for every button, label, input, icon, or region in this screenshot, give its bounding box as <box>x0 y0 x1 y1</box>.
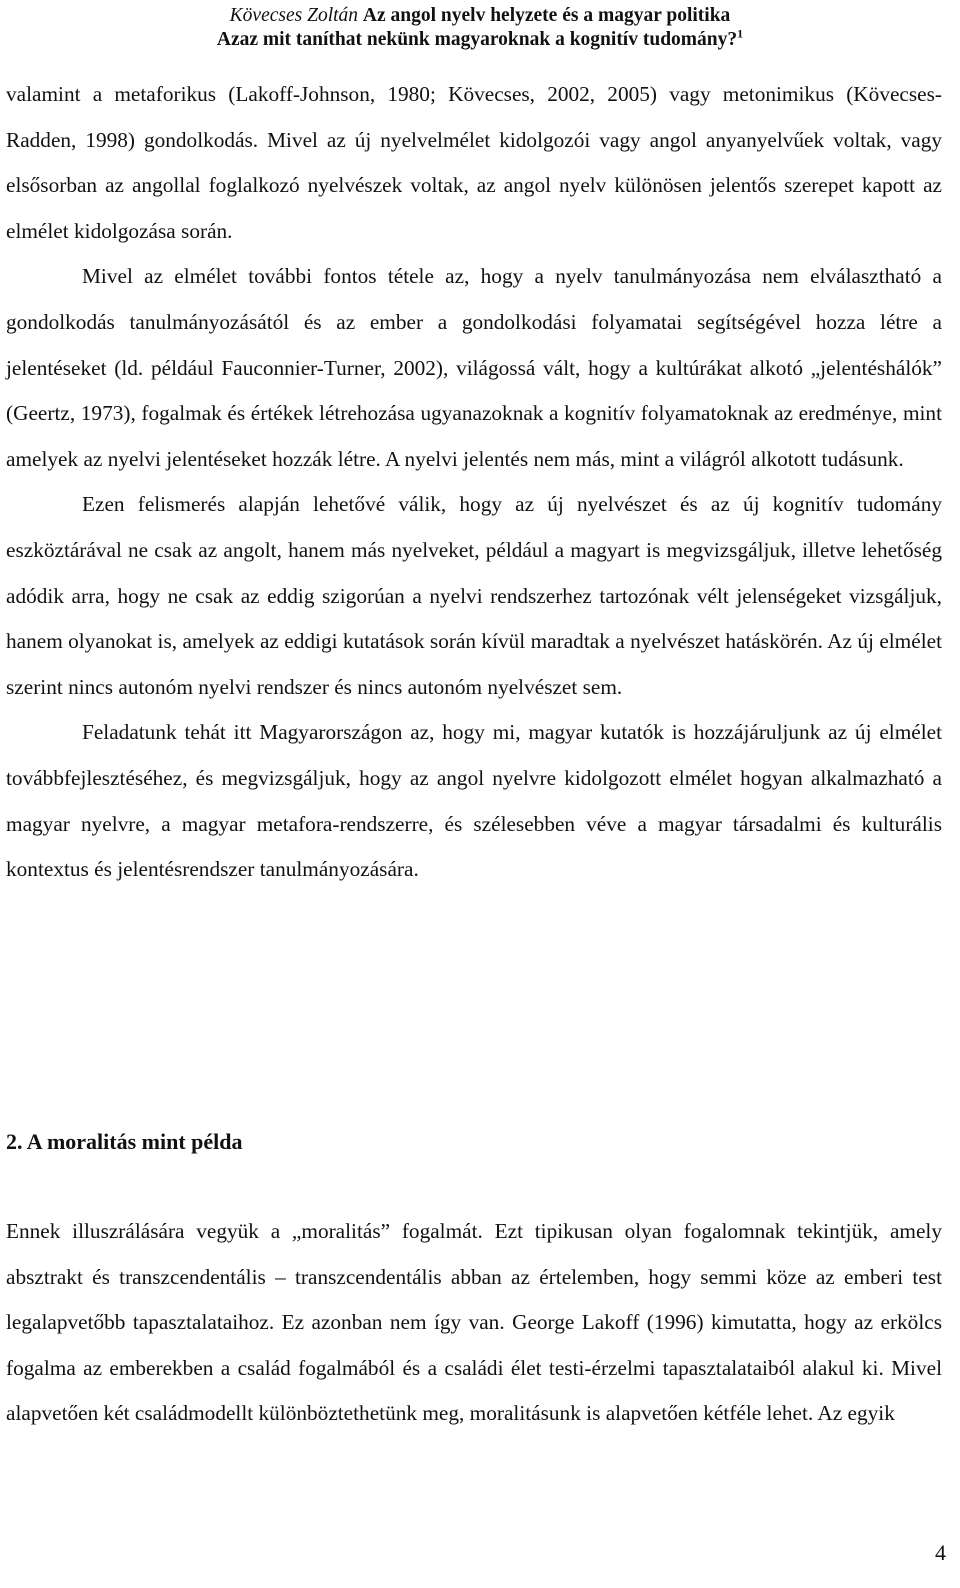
header-line-1 <box>0 4 960 28</box>
paragraph: Ennek illuszrálására vegyük a „moralitás” fogalmát. Ezt tipikusan olyan fogalomnak tekintjük, amely absztrakt és transzcendentális – transzcendentális abban az értelemben, hogy semmi köze az emberi test legalapvetőbb tapasztalataihoz. Ez azonban nem így van. George Lakoff (1996) kimutatta, hogy az erkölcs fogalma az emberekben a család fogalmából és a családi élet testi-érzelmi tapasztalataiból alakul ki. Mivel alapvetően két családmodellt különböztethetünk meg, moralitásunk is alapvetően kétféle lehet. Az egyik <box>6 1219 942 1426</box>
page-number: 4 <box>935 1540 946 1565</box>
paragraph: valamint a metaforikus (Lakoff-Johnson, 1980; Kövecses, 2002, 2005) vagy metonimikus (Kövecses-Radden, 1998) gondolkodás. Mivel az új nyelvelmélet kidolgozói vagy angol anyanyelvűek voltak, vagy elsősorban az angollal foglalkozó nyelvészek voltak, az angol nyelv különösen jelentős szerepet kapott az elmélet kidolgozása során. <box>6 82 942 243</box>
paragraph: Mivel az elmélet további fontos tétele az, hogy a nyelv tanulmányozása nem elválasztható a gondolkodás tanulmányozásától és az ember a gondolkodási folyamatai segítségével hozza létre a jelentéseket (ld. például Fauconnier-Turner, 2002), világossá vált, hogy a kultúrákat alkotó „jelentéshálók” (Geertz, 1973), fogalmak és értékek létrehozása ugyanazoknak a kognitív folyamatoknak az eredménye, mint amelyek az nyelvi jelentéseket hozzák létre. A nyelvi jelentés nem más, mint a világról alkotott tudásunk. <box>6 264 942 471</box>
body-text <box>6 72 942 893</box>
paragraph: Ezen felismerés alapján lehetővé válik, hogy az új nyelvészet és az új kognitív tudomány eszköztárával ne csak az angolt, hanem más nyelveket, például a magyart is megvizsgáljuk, illetve lehetőség adódik arra, hogy ne csak az eddig szigorúan a nyelvi rendszerhez tartozónak vélt jelenségeket vizsgáljuk, hanem olyanokat is, amelyek az eddigi kutatások során kívül maradtak a nyelvészet hatáskörén. Az új elmélet szerint nincs autonóm nyelvi rendszer és nincs autonóm nyelvészet sem. <box>6 492 942 699</box>
paragraph: Feladatunk tehát itt Magyarországon az, hogy mi, magyar kutatók is hozzájáruljunk az új elmélet továbbfejlesztéséhez, és megvizsgáljuk, hogy az angol nyelvre kidolgozott elmélet hogyan alkalmazható a magyar nyelvre, a magyar metafora-rendszerre, és szélesebben véve a magyar társadalmi és kulturális kontextus és jelentésrendszer tanulmányozására. <box>6 720 942 882</box>
running-header <box>0 4 960 52</box>
header-line-2 <box>0 28 960 52</box>
footnote-marker: 1 <box>737 26 744 41</box>
section-heading: 2. A moralitás mint példa <box>6 1129 243 1154</box>
section-body <box>6 1209 942 1437</box>
header-title-1: Az angol nyelv helyzete és a magyar politika <box>362 5 731 26</box>
header-title-2: Azaz mit taníthat nekünk magyaroknak a kognitív tudomány? <box>216 29 738 50</box>
header-author: Kövecses Zoltán <box>229 5 359 26</box>
